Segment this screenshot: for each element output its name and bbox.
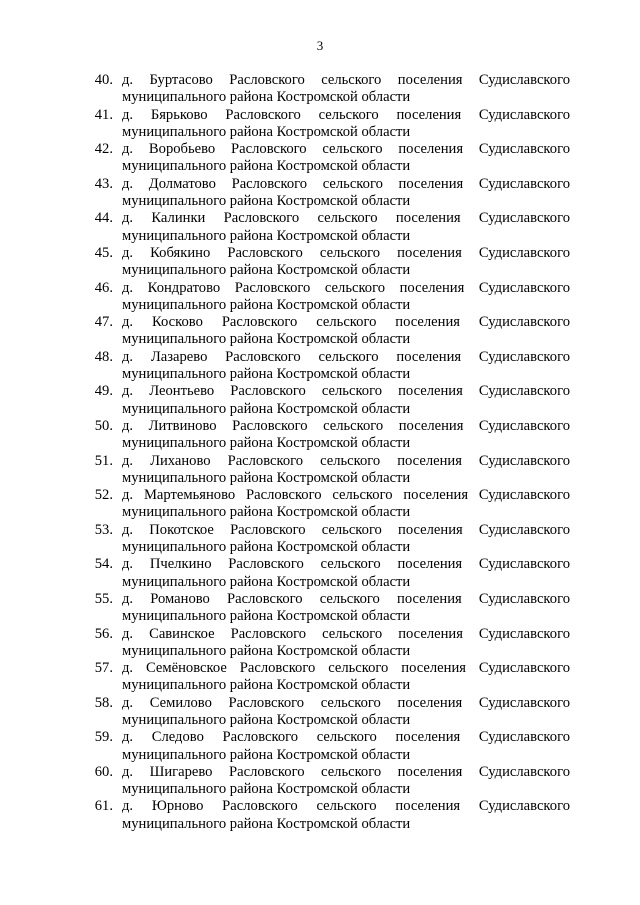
item-text-line1: д. Бярьково Расловского сельского поселения Судиславского xyxy=(122,106,570,123)
list-item xyxy=(84,245,570,280)
item-text xyxy=(122,626,570,661)
item-text xyxy=(122,798,570,833)
list-item xyxy=(84,487,570,522)
item-number: 54. xyxy=(94,556,113,573)
item-text-line2: муниципального района Костромской области xyxy=(122,400,411,417)
item-text-line2: муниципального района Костромской области xyxy=(122,331,411,348)
list-item xyxy=(84,349,570,384)
item-text xyxy=(122,349,570,384)
list-item xyxy=(84,591,570,626)
item-text-line2: муниципального района Костромской области xyxy=(122,296,411,313)
item-text xyxy=(122,522,570,557)
item-text-line2: муниципального района Костромской области xyxy=(122,227,411,244)
item-text xyxy=(122,210,570,245)
item-text-line2: муниципального района Костромской области xyxy=(122,158,411,175)
item-text-line1: д. Шигарево Расловского сельского поселения Судиславского xyxy=(122,763,570,780)
item-text xyxy=(122,72,570,107)
item-number: 46. xyxy=(94,279,113,296)
item-text-line2: муниципального района Костромской области xyxy=(122,89,411,106)
item-text-line2: муниципального района Костромской области xyxy=(122,469,411,486)
item-number: 42. xyxy=(94,141,113,158)
item-text-line1: д. Кондратово Расловского сельского поселения Судиславского xyxy=(122,279,570,296)
item-text xyxy=(122,660,570,695)
item-text-line1: д. Мартемьяново Расловского сельского поселения Судиславского xyxy=(122,487,570,504)
list-item xyxy=(84,418,570,453)
list-item xyxy=(84,210,570,245)
item-text xyxy=(122,383,570,418)
item-text-line2: муниципального района Костромской области xyxy=(122,262,411,279)
item-text xyxy=(122,314,570,349)
item-text-line1: д. Лиханово Расловского сельского поселения Судиславского xyxy=(122,452,570,469)
item-number: 40. xyxy=(94,72,113,88)
item-text xyxy=(122,695,570,730)
settlement-list xyxy=(84,72,570,833)
item-number: 45. xyxy=(94,244,113,261)
item-text xyxy=(122,556,570,591)
list-item xyxy=(84,522,570,557)
item-text xyxy=(122,591,570,626)
item-text xyxy=(122,245,570,280)
item-text-line2: муниципального района Костромской области xyxy=(122,677,411,694)
item-text-line1: д. Покотское Расловского сельского поселения Судиславского xyxy=(122,521,570,538)
page-number: 3 xyxy=(316,38,324,53)
list-item xyxy=(84,729,570,764)
item-text-line1: д. Косково Расловского сельского поселения Судиславского xyxy=(122,314,570,331)
item-text-line1: д. Савинское Расловского сельского поселения Судиславского xyxy=(122,625,570,642)
item-text-line1: д. Долматово Расловского сельского поселения Судиславского xyxy=(122,175,570,192)
item-text-line1: д. Романово Расловского сельского поселения Судиславского xyxy=(122,590,570,607)
item-number: 60. xyxy=(94,763,113,780)
item-text-line1: д. Лазарево Расловского сельского поселения Судиславского xyxy=(122,348,570,365)
item-text xyxy=(122,487,570,522)
item-text xyxy=(122,141,570,176)
item-text-line2: муниципального района Костромской области xyxy=(122,746,411,763)
list-item xyxy=(84,383,570,418)
item-text-line1: д. Пчелкино Расловского сельского поселения Судиславского xyxy=(122,556,570,573)
list-item xyxy=(84,626,570,661)
item-number: 50. xyxy=(94,417,113,434)
item-text xyxy=(122,764,570,799)
item-text-line2: муниципального района Костромской области xyxy=(122,642,411,659)
item-text-line1: д. Семёновское Расловского сельского поселения Судиславского xyxy=(122,660,570,677)
item-number: 58. xyxy=(94,694,113,711)
item-text-line2: муниципального района Костромской области xyxy=(122,711,411,728)
item-text-line2: муниципального района Костромской области xyxy=(122,539,411,556)
list-item xyxy=(84,764,570,799)
item-text-line1: д. Воробьево Расловского сельского поселения Судиславского xyxy=(122,141,570,158)
list-item xyxy=(84,798,570,833)
item-text xyxy=(122,176,570,211)
item-text-line1: д. Кобякино Расловского сельского поселения Судиславского xyxy=(122,244,570,261)
list-item xyxy=(84,556,570,591)
list-item xyxy=(84,141,570,176)
item-text xyxy=(122,107,570,142)
item-number: 57. xyxy=(94,660,113,677)
item-number: 49. xyxy=(94,383,113,400)
list-item xyxy=(84,660,570,695)
item-number: 44. xyxy=(94,210,113,227)
item-text-line1: д. Литвиново Расловского сельского поселения Судиславского xyxy=(122,417,570,434)
item-text xyxy=(122,453,570,488)
list-item xyxy=(84,107,570,142)
list-item xyxy=(84,314,570,349)
item-number: 55. xyxy=(94,590,113,607)
item-text xyxy=(122,280,570,315)
item-number: 43. xyxy=(94,175,113,192)
item-number: 61. xyxy=(94,798,113,815)
item-text-line1: д. Семилово Расловского сельского поселения Судиславского xyxy=(122,694,570,711)
item-text xyxy=(122,729,570,764)
item-text-line2: муниципального района Костромской области xyxy=(122,781,411,798)
item-number: 52. xyxy=(94,487,113,504)
item-number: 53. xyxy=(94,521,113,538)
item-text-line2: муниципального района Костромской области xyxy=(122,573,411,590)
list-item xyxy=(84,72,570,107)
item-text-line1: д. Буртасово Расловского сельского поселения Судиславского xyxy=(122,72,570,88)
item-text-line2: муниципального района Костромской области xyxy=(122,504,411,521)
item-number: 41. xyxy=(94,106,113,123)
item-text-line2: муниципального района Костромской области xyxy=(122,815,411,832)
item-text-line2: муниципального района Костромской области xyxy=(122,366,411,383)
item-text-line1: д. Калинки Расловского сельского поселения Судиславского xyxy=(122,210,570,227)
item-number: 59. xyxy=(94,729,113,746)
item-number: 47. xyxy=(94,314,113,331)
item-text-line2: муниципального района Костромской области xyxy=(122,435,411,452)
item-text-line1: д. Юрново Расловского сельского поселения Судиславского xyxy=(122,798,570,815)
item-number: 51. xyxy=(94,452,113,469)
item-text-line1: д. Следово Расловского сельского поселения Судиславского xyxy=(122,729,570,746)
item-text-line2: муниципального района Костромской области xyxy=(122,608,411,625)
list-item xyxy=(84,280,570,315)
item-number: 48. xyxy=(94,348,113,365)
item-text-line1: д. Леонтьево Расловского сельского поселения Судиславского xyxy=(122,383,570,400)
item-text-line2: муниципального района Костромской области xyxy=(122,193,411,210)
list-item xyxy=(84,453,570,488)
item-number: 56. xyxy=(94,625,113,642)
item-text xyxy=(122,418,570,453)
list-item xyxy=(84,695,570,730)
item-text-line2: муниципального района Костромской области xyxy=(122,123,411,140)
list-item xyxy=(84,176,570,211)
